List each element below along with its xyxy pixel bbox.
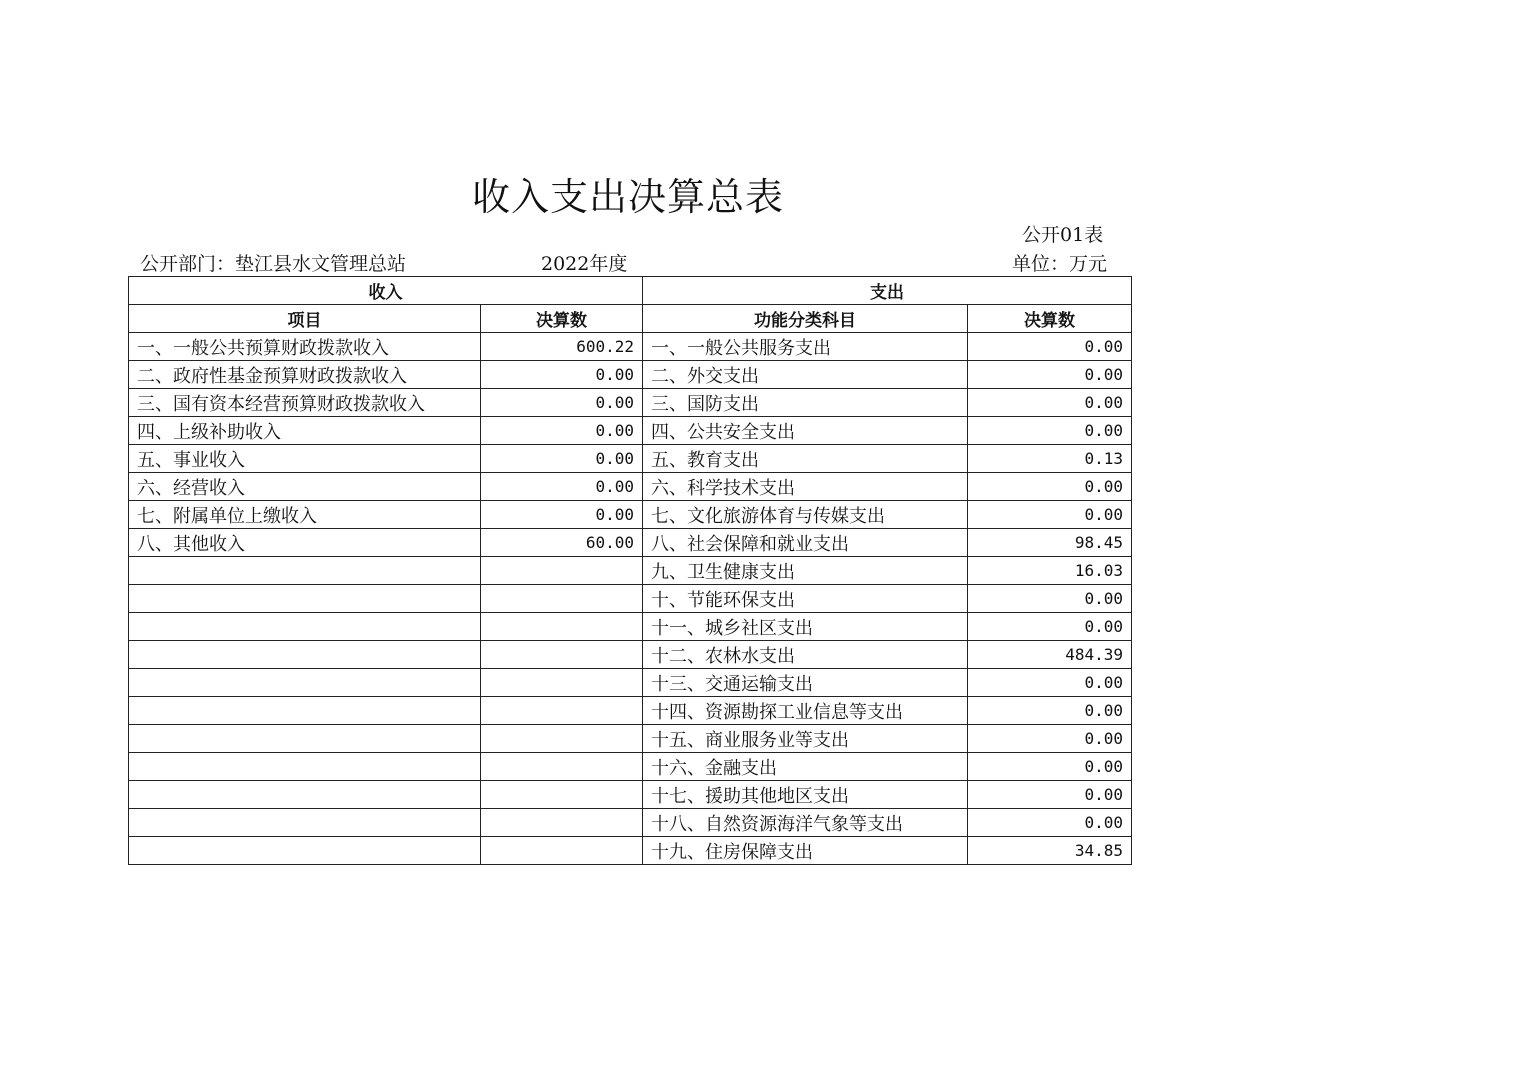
income-item-cell [129, 641, 481, 669]
income-item-cell: 一、一般公共预算财政拨款收入 [129, 333, 481, 361]
table-row [129, 837, 1132, 865]
table-row [129, 641, 1132, 669]
income-value-cell: 600.22 [481, 333, 643, 361]
income-value-cell [481, 613, 643, 641]
expense-item-cell: 二、外交支出 [643, 361, 968, 389]
table-row [129, 781, 1132, 809]
expense-item-cell: 九、卫生健康支出 [643, 557, 968, 585]
table-row [129, 417, 1132, 445]
income-item-cell [129, 669, 481, 697]
fiscal-year: 2022年度 [541, 253, 628, 275]
income-value-cell: 0.00 [481, 389, 643, 417]
expense-value-cell: 0.00 [968, 501, 1132, 529]
table-row [129, 445, 1132, 473]
budget-table [128, 276, 1132, 865]
income-value-cell [481, 809, 643, 837]
table-row [129, 501, 1132, 529]
income-value-cell [481, 753, 643, 781]
expense-header: 支出 [643, 277, 1132, 305]
table-row [129, 333, 1132, 361]
table-row [129, 529, 1132, 557]
expense-value-cell: 34.85 [968, 837, 1132, 865]
table-row [129, 613, 1132, 641]
income-item-cell: 二、政府性基金预算财政拨款收入 [129, 361, 481, 389]
page-title: 收入支出决算总表 [472, 175, 785, 219]
expense-item-cell: 十五、商业服务业等支出 [643, 725, 968, 753]
table-row [129, 809, 1132, 837]
unit-label: 单位：万元 [1012, 253, 1108, 275]
expense-value-cell: 0.00 [968, 613, 1132, 641]
income-item-cell [129, 725, 481, 753]
expense-item-cell: 六、科学技术支出 [643, 473, 968, 501]
expense-value-cell: 0.00 [968, 697, 1132, 725]
income-value-cell [481, 641, 643, 669]
table-row [129, 361, 1132, 389]
expense-item-cell: 十八、自然资源海洋气象等支出 [643, 809, 968, 837]
table-row [129, 585, 1132, 613]
expense-value-cell: 0.00 [968, 473, 1132, 501]
income-item-cell [129, 557, 481, 585]
income-value-cell: 60.00 [481, 529, 643, 557]
table-column-header-row [129, 305, 1132, 333]
income-item-cell [129, 613, 481, 641]
income-value-cell [481, 697, 643, 725]
expense-value-cell: 0.00 [968, 725, 1132, 753]
table-row [129, 557, 1132, 585]
table-row [129, 725, 1132, 753]
income-value-cell: 0.00 [481, 445, 643, 473]
expense-item-cell: 十三、交通运输支出 [643, 669, 968, 697]
table-row [129, 389, 1132, 417]
expense-value-cell: 0.00 [968, 753, 1132, 781]
expense-value-cell: 0.00 [968, 333, 1132, 361]
income-value-cell: 0.00 [481, 473, 643, 501]
expense-value-cell: 98.45 [968, 529, 1132, 557]
expense-item-cell: 十四、资源勘探工业信息等支出 [643, 697, 968, 725]
income-value-cell [481, 781, 643, 809]
income-item-cell [129, 837, 481, 865]
expense-item-cell: 十一、城乡社区支出 [643, 613, 968, 641]
income-value-cell [481, 837, 643, 865]
table-body [129, 333, 1132, 865]
income-item-cell: 五、事业收入 [129, 445, 481, 473]
table-group-header-row [129, 277, 1132, 305]
department-label: 公开部门：垫江县水文管理总站 [140, 253, 407, 275]
income-value-cell [481, 557, 643, 585]
expense-item-cell: 三、国防支出 [643, 389, 968, 417]
income-value-cell [481, 585, 643, 613]
income-item-cell: 三、国有资本经营预算财政拨款收入 [129, 389, 481, 417]
income-value-cell: 0.00 [481, 417, 643, 445]
income-item-cell: 八、其他收入 [129, 529, 481, 557]
expense-function-header: 功能分类科目 [643, 305, 968, 333]
expense-value-cell: 0.00 [968, 389, 1132, 417]
expense-item-cell: 一、一般公共服务支出 [643, 333, 968, 361]
table-row [129, 697, 1132, 725]
expense-item-cell: 十、节能环保支出 [643, 585, 968, 613]
expense-item-cell: 四、公共安全支出 [643, 417, 968, 445]
expense-value-cell: 0.00 [968, 585, 1132, 613]
income-item-cell [129, 809, 481, 837]
expense-value-cell: 0.13 [968, 445, 1132, 473]
income-header: 收入 [129, 277, 643, 305]
income-value-cell: 0.00 [481, 361, 643, 389]
expense-value-cell: 0.00 [968, 417, 1132, 445]
expense-item-cell: 七、文化旅游体育与传媒支出 [643, 501, 968, 529]
expense-item-cell: 十七、援助其他地区支出 [643, 781, 968, 809]
expense-item-cell: 十六、金融支出 [643, 753, 968, 781]
income-item-cell: 四、上级补助收入 [129, 417, 481, 445]
income-item-cell: 六、经营收入 [129, 473, 481, 501]
income-amount-header: 决算数 [481, 305, 643, 333]
expense-value-cell: 484.39 [968, 641, 1132, 669]
table-row [129, 473, 1132, 501]
income-value-cell: 0.00 [481, 501, 643, 529]
form-number: 公开01表 [1022, 224, 1104, 246]
income-item-header: 项目 [129, 305, 481, 333]
expense-item-cell: 十九、住房保障支出 [643, 837, 968, 865]
expense-item-cell: 五、教育支出 [643, 445, 968, 473]
income-item-cell [129, 753, 481, 781]
expense-item-cell: 八、社会保障和就业支出 [643, 529, 968, 557]
expense-value-cell: 0.00 [968, 809, 1132, 837]
table-row [129, 669, 1132, 697]
income-item-cell: 七、附属单位上缴收入 [129, 501, 481, 529]
expense-value-cell: 16.03 [968, 557, 1132, 585]
income-item-cell [129, 585, 481, 613]
expense-value-cell: 0.00 [968, 781, 1132, 809]
expense-value-cell: 0.00 [968, 669, 1132, 697]
table-row [129, 753, 1132, 781]
income-item-cell [129, 697, 481, 725]
expense-item-cell: 十二、农林水支出 [643, 641, 968, 669]
expense-amount-header: 决算数 [968, 305, 1132, 333]
income-value-cell [481, 669, 643, 697]
expense-value-cell: 0.00 [968, 361, 1132, 389]
income-value-cell [481, 725, 643, 753]
income-item-cell [129, 781, 481, 809]
